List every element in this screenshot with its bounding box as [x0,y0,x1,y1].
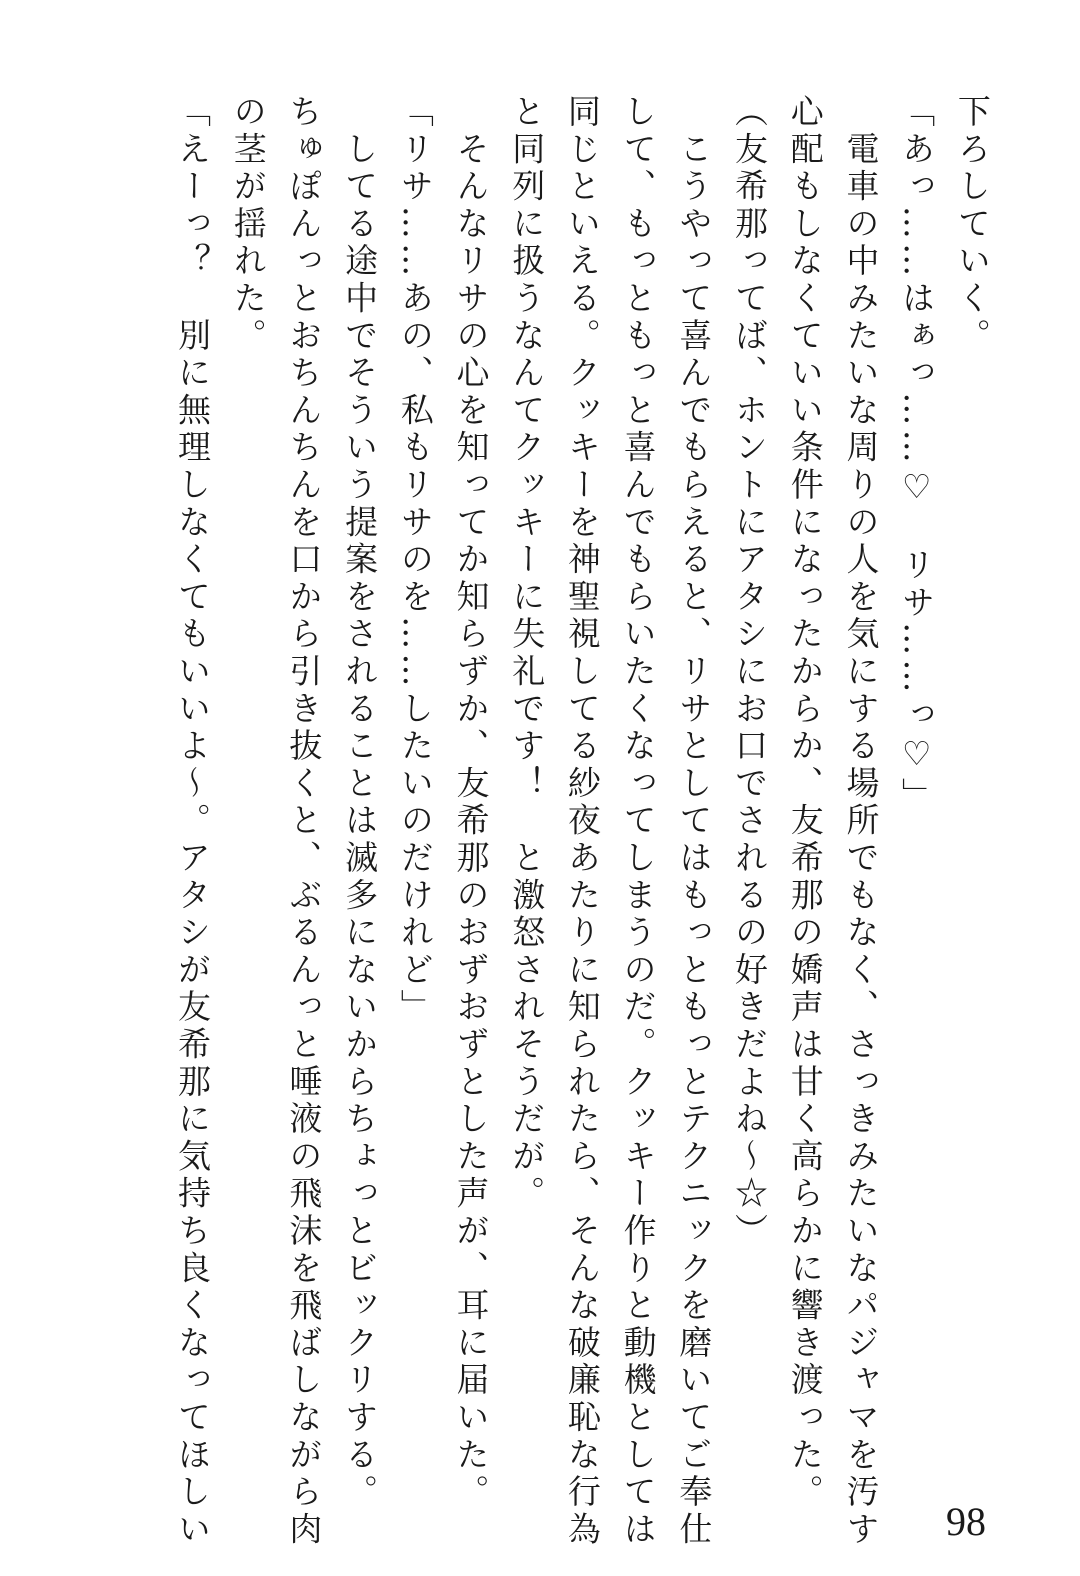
text-line: の茎が揺れた。 [228,94,268,356]
text-line: してる途中でそういう提案をされることは滅多にないからちょっとビックリする。 [340,94,380,1512]
text-line: 心配もしなくていい条件になったからか、友希那の嬌声は甘く高らかに響き渡った。 [785,94,825,1512]
text-line: そんなリサの心を知ってか知らずか、友希那のおずおずとした声が、耳に届いた。 [451,94,491,1512]
text-line: 電車の中みたいな周りの人を気にする場所でもなく、さっきみたいなパジャマを汚す [841,94,881,1549]
text-line: 「あっ……はぁっ……♡ リサ……っ♡」 [897,94,937,815]
text-line: （友希那ってば、ホントにアタシにお口でされるの好きだよね～☆） [730,94,770,1251]
text-line: こうやって喜んでもらえると、リサとしてはもっともっとテクニックを磨いてご奉仕 [674,94,714,1549]
text-line: 同じといえる。クッキーを神聖視してる紗夜あたりに知られたら、そんな破廉恥な行為 [562,94,602,1549]
text-line: ちゅぽんっとおちんちんを口から引き抜くと、ぶるんっと唾液の飛沫を飛ばしながら肉 [284,94,324,1549]
text-line: 「リサ……あの、私もリサのを……したいのだけれど」 [395,94,435,1027]
text-line: と同列に扱うなんてクッキーに失礼です！ と激怒されそうだが。 [507,94,547,1213]
text-line: して、もっともっと喜んでもらいたくなってしまうのだ。クッキー作りと動機としては [618,94,658,1549]
text-line: 「えーっ？ 別に無理しなくてもいいよ～。アタシが友希那に気持ち良くなってほしい [173,94,212,1549]
text-line: 下ろしていく。 [952,94,992,356]
page-number: 98 [946,1499,986,1544]
